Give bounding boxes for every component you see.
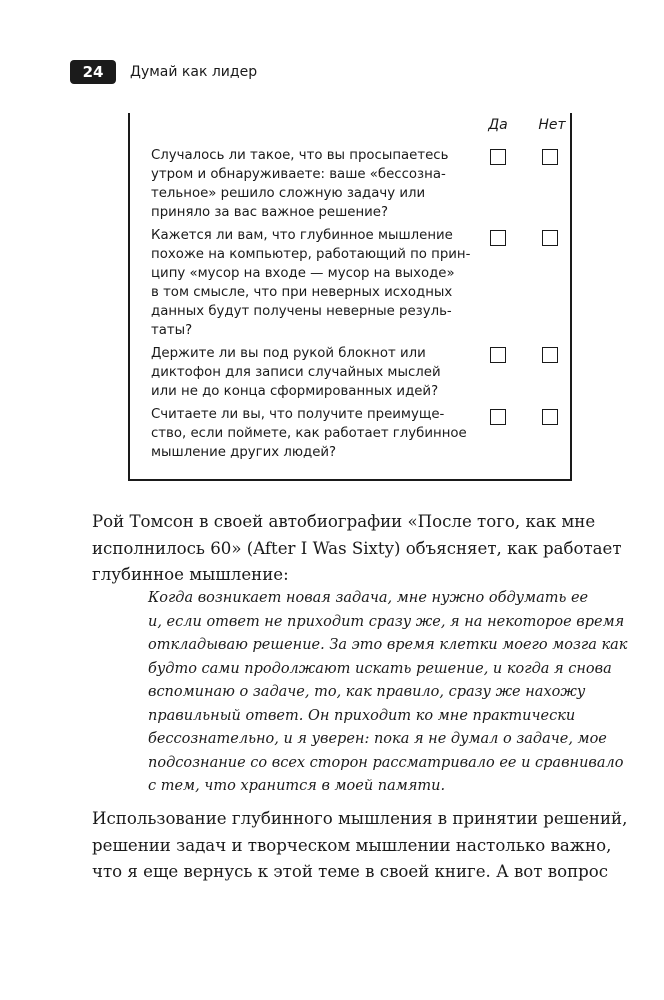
page-number: 24 bbox=[70, 60, 116, 84]
checkbox-yes-2[interactable] bbox=[490, 230, 506, 246]
running-title: Думай как лидер bbox=[130, 64, 258, 80]
questionnaire-box bbox=[128, 113, 572, 481]
autobiography-quote: Когда возникает новая задача, мне нужно обдумать ее и, если ответ не приходит сразу же, я на некоторое время откладываю решение. За это время клетки моего мозга как будто сами продолжают искать решение, и когда я снова вспоминаю о задаче, то, как правило, сразу же нахожу правильный ответ. Он приходит ко мне практически бессознательно, и я уверен: пока я не думал о задаче, мое подсознание со всех сторон рассматривало ее и сравнивало с тем, что хранится в моей памяти. bbox=[148, 590, 628, 794]
question-4: Считаете ли вы, что получите преимуще- ство, если поймете, как работает глубинное мышление других людей? bbox=[151, 407, 467, 460]
column-header-yes: Да bbox=[488, 117, 508, 133]
closing-paragraph: Использование глубинного мышления в принятии решений, решении задач и творческом мышлении настолько важно, что я еще вернусь к этой теме в своей книге. А вот вопрос bbox=[92, 809, 628, 881]
intro-paragraph: Рой Томсон в своей автобиографии «После того, как мне исполнилось 60» (After I Was Sixty) объясняет, как работает глубинное мышление: bbox=[92, 512, 622, 584]
checkbox-no-1[interactable] bbox=[542, 149, 558, 165]
question-2: Кажется ли вам, что глубинное мышление похоже на компьютер, работающий по прин- ципу «мусор на входе — мусор на выходе» в том смысле, что при неверных исходных данных будут получены неверные резуль- таты? bbox=[151, 228, 471, 338]
checkbox-no-4[interactable] bbox=[542, 409, 558, 425]
question-3: Держите ли вы под рукой блокнот или диктофон для записи случайных мыслей или не до конца сформированных идей? bbox=[151, 346, 441, 399]
checkbox-yes-1[interactable] bbox=[490, 149, 506, 165]
checkbox-yes-4[interactable] bbox=[490, 409, 506, 425]
question-1: Случалось ли такое, что вы просыпаетесь утром и обнаруживаете: ваше «бессозна- тельное» решило сложную задачу или приняло за вас важное решение? bbox=[151, 148, 449, 220]
column-header-no: Нет bbox=[538, 117, 566, 133]
checkbox-no-3[interactable] bbox=[542, 347, 558, 363]
checkbox-no-2[interactable] bbox=[542, 230, 558, 246]
checkbox-yes-3[interactable] bbox=[490, 347, 506, 363]
